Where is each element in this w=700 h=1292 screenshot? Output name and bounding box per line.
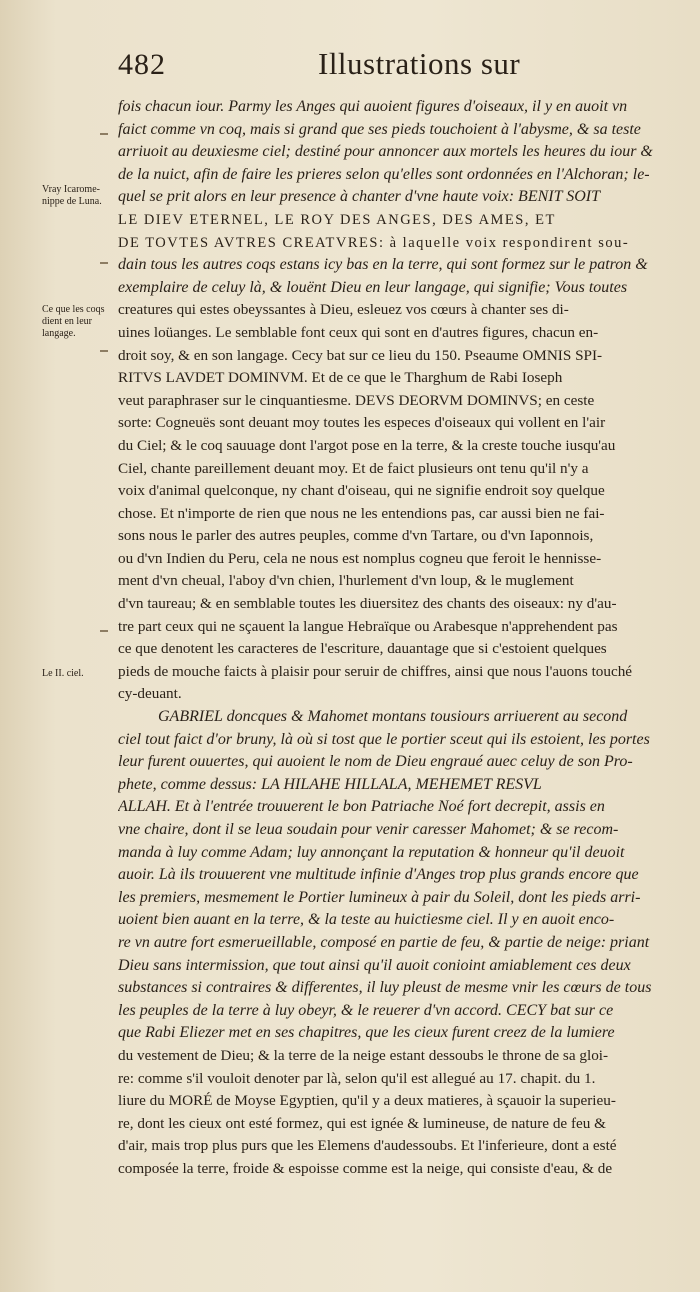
text-line: d'air, mais trop plus purs que les Elemens d'audessoubs. Et l'inferieure, dont a esté — [118, 1137, 617, 1155]
text-line: uoient bien auant en la terre, & la teste au huictiesme ciel. Il y en auoit enco- — [118, 911, 615, 929]
text-line: ment d'vn cheual, l'aboy d'vn chien, l'hurlement d'vn loup, & le muglement — [118, 572, 574, 590]
text-line: phete, comme dessus: LA HILAHE HILLALA, MEHEMET RESVL — [118, 775, 542, 793]
text-line: DE TOVTES AVTRES CREATVRES: à laquelle voix respondirent sou- — [118, 234, 630, 251]
text-line: fois chacun iour. Parmy les Anges qui auoient figures d'oiseaux, il y en auoit vn — [118, 98, 628, 115]
text-line: chose. Et n'importe de rien que nous ne les entendions pas, car aussi bien ne fai- — [118, 504, 605, 522]
text-line: leur furent ouuertes, qui auoient le nom de Dieu engraué auec celuy de son Pro- — [118, 753, 633, 771]
text-line: droit soy, & en son langage. Cecy bat sur ce lieu du 150. Pseaume OMNIS SPI- — [118, 346, 603, 364]
text-line: d'vn taureau; & en semblable toutes les diuersitez des chants des oiseaux: ny d'au- — [118, 595, 617, 613]
text-line: substances si contraires & differentes, il luy pleust de mesme vnir les cœurs de tous — [118, 979, 652, 997]
text-line: dain tous les autres coqs estans icy bas en la terre, qui sont formez sur le patron & — [118, 256, 648, 274]
text-line: RITVS LAVDET DOMINVM. Et de ce que le Tharghum de Rabi Ioseph — [118, 369, 563, 387]
text-line: GABRIEL doncques & Mahomet montans tousiours arriuerent au second — [158, 708, 628, 726]
text-line: pieds de mouche faicts à plaisir pour seruir de chiffres, ainsi que nous l'auons touché — [118, 662, 633, 680]
text-line: les premiers, mesmement le Portier lumineux à pair du Soleil, dont les pieds arri- — [118, 888, 641, 906]
text-line: de la nuict, afin de faire les prieres selon qu'elles sont ordonnées en l'Alchoran; le- — [118, 165, 650, 183]
body-text — [118, 96, 678, 1203]
text-line: les peuples de la terre à luy obeyr, & le reuerer d'vn accord. CECY bat sur ce — [118, 1001, 614, 1019]
text-line: ALLAH. Et à l'entrée trouuerent le bon Patriache Noé fort decrepit, assis en — [118, 798, 605, 816]
text-line: sons nous le parler des autres peuples, comme d'vn Tartare, ou d'vn Iaponnois, — [118, 527, 594, 545]
text-line: Dieu sans intermission, que tout ainsi qu'il auoit conioint amiablement ces deux — [118, 956, 631, 974]
text-line: creatures qui estes obeyssantes à Dieu, esleuez vos cœurs à chanter ses di- — [118, 301, 569, 319]
page-header — [118, 40, 670, 90]
text-line: re vn autre fort esmerueillable, composé en partie de feu, & partie de neige: priant — [118, 933, 650, 951]
text-line: quel se prit alors en leur presence à chanter d'vne haute voix: BENIT SOIT — [118, 188, 600, 206]
running-title: Illustrations sur — [318, 46, 521, 81]
text-line: liure du MORÉ de Moyse Egyptien, qu'il y a deux matieres, à sçauoir la superieu- — [118, 1092, 616, 1110]
text-line: du Ciel; & le coq sauuage dont l'argot pose en la terre, & la creste touche iusqu'au — [118, 436, 616, 454]
margin-note: Ce que les coqs dient en leur langage. — [42, 304, 105, 339]
text-line: que Rabi Eliezer met en ses chapitres, que les cieux furent creez de la lumiere — [118, 1024, 615, 1042]
text-line: voix d'animal quelconque, ny chant d'oiseau, qui ne signifie endroit soy quelque — [118, 482, 605, 500]
text-line: vne chaire, dont il se leua soudain pour venir caresser Mahomet; & se recom- — [118, 821, 619, 838]
text-line: Ciel, chante pareillement deuant moy. Et de faict plusieurs ont tenu qu'il n'y a — [118, 459, 589, 477]
margin-dash — [100, 350, 108, 352]
margin-dash — [100, 133, 108, 135]
text-line: tre part ceux qui ne sçauent la langue Hebraïque ou Arabesque n'apprehendent pas — [118, 617, 618, 635]
text-line: re, dont les cieux ont esté formez, qui est ignée & lumineuse, de nature de feu & — [118, 1114, 606, 1132]
text-line: veut paraphraser sur le cinquantiesme. DEVS DEORVM DOMINVS; en ceste — [118, 391, 595, 409]
page-number: 482 — [118, 48, 166, 81]
text-line: composée la terre, froide & espoisse comme est la neige, qui consiste d'eau, & de — [118, 1159, 613, 1177]
text-line: re: comme s'il vouloit denoter par là, selon qu'il est allegué au 17. chapit. du 1. — [118, 1069, 596, 1087]
text-line: ciel tout faict d'or bruny, là où si tost que le portier sceut qui ils estoient, les portes — [118, 730, 650, 748]
text-line: exemplaire de celuy là, & louënt Dieu en leur langage, qui signifie; Vous toutes — [118, 278, 628, 296]
text-line: ou d'vn Indien du Peru, cela ne nous est nomplus cogneu que feroit le hennisse- — [118, 549, 602, 567]
text-line — [118, 1181, 678, 1204]
margin-dash — [100, 262, 108, 264]
text-line: arriuoit au deuxiesme ciel; destiné pour annoncer aux mortels les heures du iour & — [118, 143, 653, 161]
margin-dash — [100, 630, 108, 632]
text-line: manda à luy comme Adam; luy annonçant la reputation & honneur qu'il deuoit — [118, 843, 625, 861]
margin-note: Le II. ciel. — [42, 668, 84, 679]
text-line: ce que denotent les caracteres de l'escriture, dauantage que si c'estoient quelques — [118, 640, 607, 658]
text-line: uines loüanges. Le semblable font ceux qui sont en d'autres figures, chacun en- — [118, 323, 599, 341]
text-line: auoir. Là ils trouuerent vne multitude infinie d'Anges trop plus grands encore que — [118, 866, 639, 884]
text-line: cy-deuant. — [118, 685, 182, 703]
text-line: du vestement de Dieu; & la terre de la neige estant dessoubs le throne de sa gloi- — [118, 1046, 609, 1064]
text-line: LE DIEV ETERNEL, LE ROY DES ANGES, DES AMES, ET — [118, 211, 556, 228]
margin-note: Vray Icarome-nippe de Luna. — [42, 184, 102, 207]
text-line: sorte: Cogneuës sont deuant moy toutes les especes d'oiseaux qui vollent en l'air — [118, 414, 606, 432]
text-line: faict comme vn coq, mais si grand que ses pieds touchoient à l'abysme, & sa teste — [118, 120, 641, 138]
